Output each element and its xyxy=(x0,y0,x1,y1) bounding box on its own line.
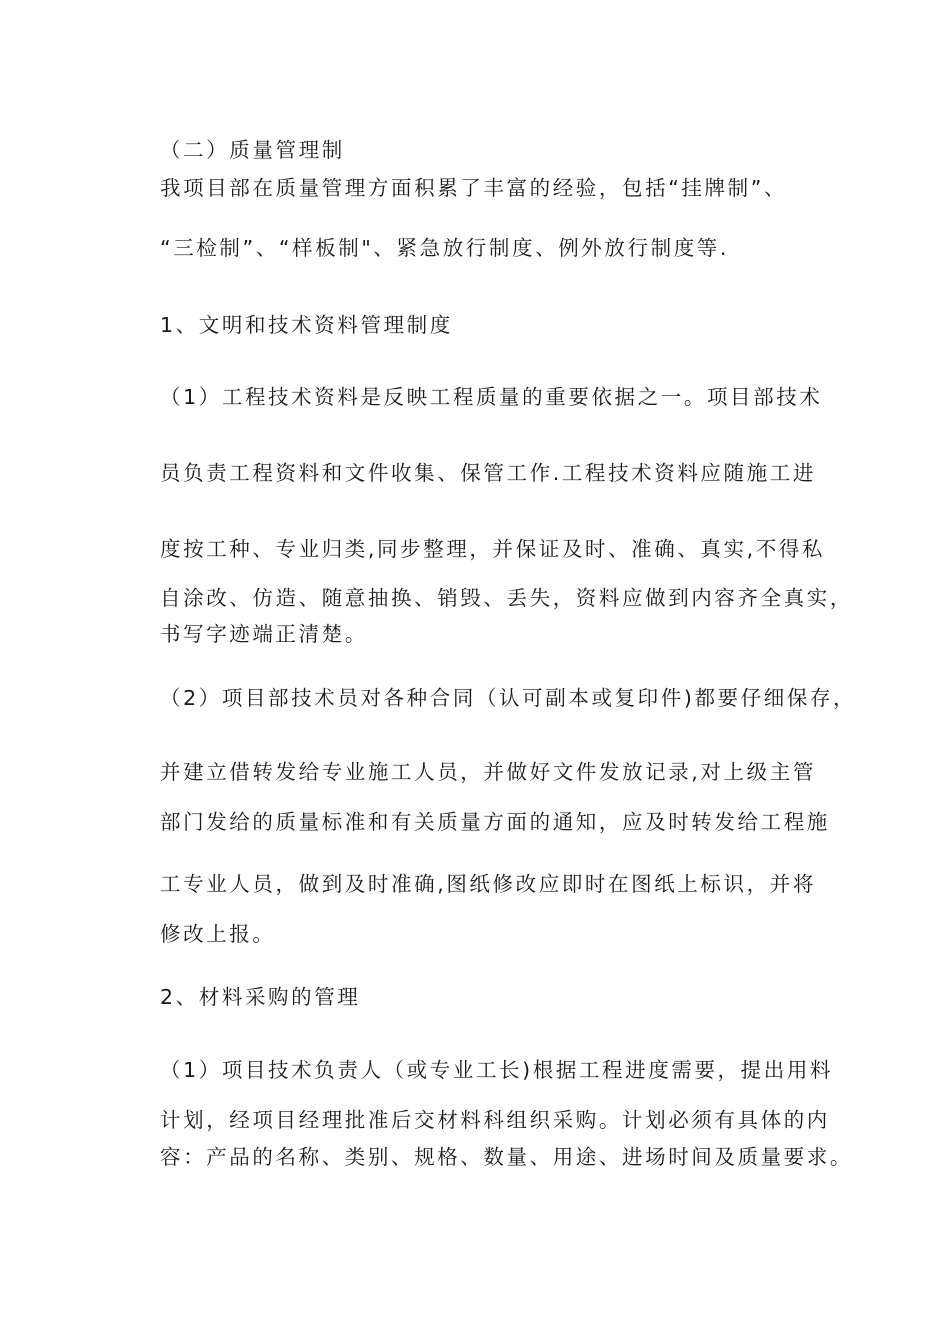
paragraph-line: 度按工种、专业归类,同步整理，并保证及时、准确、真实,不得私 xyxy=(160,537,826,561)
paragraph-line: 我项目部在质量管理方面积累了丰富的经验，包括“挂牌制”、 xyxy=(160,176,788,200)
paragraph-line: 容：产品的名称、类别、规格、数量、用途、进场时间及质量要求。 xyxy=(160,1145,853,1169)
paragraph-line: 自涂改、仿造、随意抽换、销毁、丢失，资料应做到内容齐全真实， xyxy=(160,586,853,610)
paragraph-line: （1）工程技术资料是反映工程质量的重要依据之一。项目部技术 xyxy=(160,385,823,409)
section-heading-quality-management: （二）质量管理制 xyxy=(160,138,345,162)
paragraph-line: “三检制”、“样板制"、紧急放行制度、例外放行制度等. xyxy=(160,236,730,260)
subsection-heading-material-procurement: 2、材料采购的管理 xyxy=(160,985,361,1009)
subsection-heading-documentation-management: 1、文明和技术资料管理制度 xyxy=(160,313,453,337)
paragraph-line: 员负责工程资料和文件收集、保管工作.工程技术资料应随施工进 xyxy=(160,461,816,485)
paragraph-line: （1）项目技术负责人（或专业工长)根据工程进度需要，提出用料 xyxy=(160,1058,834,1082)
paragraph-line: 计划，经项目经理批准后交材料科组织采购。计划必须有具体的内 xyxy=(160,1108,830,1132)
paragraph-line: （2）项目部技术员对各种合同（认可副本或复印件)都要仔细保存， xyxy=(160,686,857,710)
paragraph-line: 部门发给的质量标准和有关质量方面的通知，应及时转发给工程施 xyxy=(160,810,830,834)
paragraph-line: 修改上报。 xyxy=(160,922,276,946)
paragraph-line: 并建立借转发给专业施工人员，并做好文件发放记录,对上级主管 xyxy=(160,760,816,784)
paragraph-line: 工专业人员，做到及时准确,图纸修改应即时在图纸上标识，并将 xyxy=(160,872,816,896)
paragraph-line: 书写字迹端正清楚。 xyxy=(160,622,368,646)
